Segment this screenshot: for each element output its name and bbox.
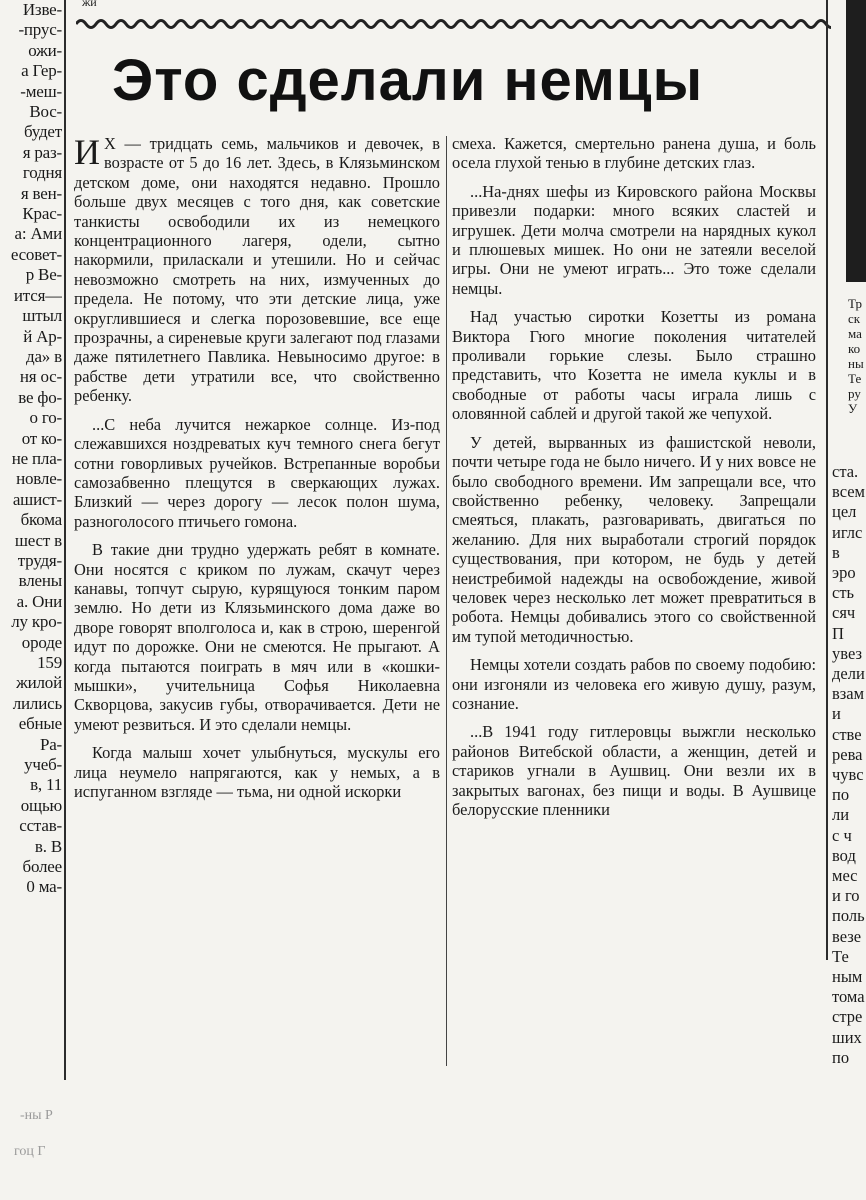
right-fragment-line: П [832, 623, 844, 643]
photo-caption-fragment [848, 296, 866, 436]
column-rule-middle [446, 136, 447, 1066]
caption-fragment-line: ск [848, 311, 861, 326]
paragraph-text: В такие дни трудно удержать ребят в комнате. Они носятся с криком по лужам, скачут через канавы, топчут сырую, курящуюся тонким паром землю. Но дети из Клязьминского дома даже во дворе говорят вполголоса и, как в строю, шеренгой идут по дорожке. Они не смеются. Не прыгают. А когда пытаются поиграть в мяч или в «кошки-мышки», учительница Софья Николаевна Скворцова, закусив губы, отворачивается. Дети не умеют резвиться. И это сделали немцы. [74, 540, 440, 734]
right-fragment-line: ста. [832, 462, 859, 481]
right-fragment-line: стре [832, 1007, 863, 1027]
left-fragment-line: штыл [22, 306, 62, 326]
drop-cap: И [74, 134, 100, 172]
headline: Это сделали немцы [112, 48, 704, 113]
left-fragment-line: р Ве- [25, 265, 62, 285]
right-fragment-line: взам [832, 684, 865, 704]
left-fragment-line: я раз- [22, 142, 62, 162]
left-fragment-line: не пла- [11, 448, 62, 468]
article-column-2 [452, 134, 816, 1074]
right-fragment-line: всем [832, 482, 865, 502]
right-fragment-line: и [832, 704, 841, 724]
left-fragment-line: а: Ами [14, 224, 62, 244]
left-fragment-line: в, 11 [30, 775, 62, 795]
left-fragment-line: влены [18, 571, 62, 591]
left-fragment-line: годня [22, 163, 62, 183]
left-fragment-line: сстав- [19, 816, 62, 836]
left-fragment-line: Крас- [22, 204, 62, 224]
right-fragment-line: с ч [832, 825, 852, 845]
article-paragraph [452, 655, 816, 713]
right-fragment-line: рева [832, 744, 863, 764]
left-fragment-line: ощью [20, 795, 62, 815]
left-fragment-line: лу кро- [11, 612, 62, 632]
article-paragraph [452, 722, 816, 819]
left-fragment-line: бкома [20, 510, 62, 530]
left-column-fragment [0, 0, 62, 1030]
caption-fragment-line: ма [848, 326, 862, 341]
right-fragment-line: дели [832, 664, 865, 684]
left-fragment-line: 159 [37, 653, 62, 672]
bottom-faint-text: гоц Г [14, 1144, 46, 1159]
right-fragment-line: сяч [832, 603, 856, 623]
right-fragment-line: ли [832, 805, 850, 825]
caption-fragment-line: ру [848, 386, 861, 401]
left-fragment-line: ороде [21, 632, 62, 652]
left-fragment-line: й Ар- [23, 326, 62, 346]
right-fragment-line: иглс [832, 522, 863, 542]
paragraph-text: ...С неба лучится нежаркое солнце. Из-под слежавшихся ноздреватых куч темного снега бегут сотни говорливых ручейков. Встрепанные воробьи самозабвенно плещутся в сверкающих лужах. Близкий — через дорогу — лесок полон шума, разноголосого птичьего гомона. [74, 414, 440, 531]
article-paragraph [74, 415, 440, 531]
left-fragment-line: от ко- [21, 428, 62, 448]
left-fragment-line: новле- [16, 469, 62, 489]
article-paragraph [74, 743, 440, 801]
bottom-faint-text: -ны Р [20, 1108, 53, 1123]
right-column-fragment [832, 462, 866, 1092]
right-fragment-line: везе [832, 926, 862, 946]
paragraph-text: Когда малыш хочет улыбнуться, мускулы его лица неумело напрягаются, как у немых, а в испуганном взгляде — тьма, ни одной искорки [74, 743, 440, 801]
left-fragment-line: -меш- [20, 81, 62, 101]
left-fragment-line: 0 ма- [26, 877, 62, 897]
left-fragment-line: ве фо- [18, 387, 62, 407]
left-fragment-line: ожи- [28, 40, 62, 60]
right-fragment-line: по [832, 1047, 850, 1067]
caption-fragment-line: У [848, 401, 858, 416]
caption-fragment-line: ко [848, 341, 861, 356]
left-fragment-line: да» в [26, 346, 62, 366]
right-fragment-line: сть [832, 583, 855, 603]
article-column-1 [74, 134, 440, 1074]
left-fragment-line: Вос- [29, 102, 62, 122]
article-paragraph [452, 307, 816, 423]
right-fragment-line: по [832, 785, 850, 805]
article-paragraph [452, 182, 816, 298]
left-fragment-line: ня ос- [19, 367, 62, 387]
left-fragment-line: -прус- [18, 20, 62, 40]
left-fragment-line: Изве- [22, 0, 62, 19]
caption-fragment-line: Те [848, 371, 862, 386]
left-fragment-line: о го- [29, 408, 62, 428]
left-fragment-line: лились [12, 693, 62, 713]
left-fragment-line: будет [23, 122, 62, 142]
paragraph-text: Над участью сиротки Козетты из романа Виктора Гюго многие поколения читателей проливали горькие слезы. Было страшно представить, что Козетта не имела куклы и в свободные от работы часы играла лишь с оловянной саблей и другой такой же чепухой. [452, 307, 816, 424]
photo-fragment [846, 0, 866, 282]
left-fragment-line: в. В [34, 836, 62, 856]
left-fragment-line: жилой [16, 673, 62, 693]
paragraph-text: ...На-днях шефы из Кировского района Москвы привезли подарки: много всяких сластей и игрушек. Дети молча смотрели на нарядных кукол и плюшевых мишек. Но они не затеяли веселой игры. Они не умеют играть... Это тоже сделали немцы. [452, 181, 816, 298]
right-fragment-line: чувс [832, 765, 864, 785]
article-paragraph [452, 134, 816, 173]
right-fragment-line: эро [832, 563, 856, 583]
right-fragment-line: и го [832, 886, 860, 906]
left-fragment-line: учеб- [24, 755, 62, 775]
left-fragment-line: более [22, 857, 62, 877]
article-paragraph [74, 134, 440, 406]
right-fragment-line: ным [832, 967, 863, 987]
right-fragment-line: в [832, 542, 840, 562]
right-fragment-line: вод [832, 845, 856, 865]
article-paragraph [452, 433, 816, 646]
right-fragment-line: цел [832, 502, 857, 522]
right-fragment-line: тома [832, 987, 865, 1007]
right-fragment-line: Те [832, 946, 849, 966]
left-fragment-line: шест в [14, 530, 62, 550]
paragraph-text: ...В 1941 году гитлеровцы выжгли несколько районов Витебской области, а женщин, детей и стариков угнали в Аушвиц. Они везли их в закрытых вагонах, без пищи и воды. В Аушвице белорусские пленники [452, 722, 816, 819]
left-fragment-line: ится— [13, 285, 62, 305]
left-fragment-line: Ра- [39, 734, 62, 754]
left-fragment-line: я вен- [20, 183, 62, 203]
left-fragment-line: трудя- [17, 550, 62, 570]
top-fragment: жи [82, 0, 97, 9]
caption-fragment-line: ны [848, 356, 864, 371]
right-fragment-line: ших [832, 1027, 862, 1047]
column-rule-right [826, 0, 828, 960]
left-fragment-line: ашист- [12, 489, 62, 509]
right-fragment-line: увез [832, 643, 862, 663]
right-fragment-line: поль [832, 906, 865, 926]
paragraph-text: Х — тридцать семь, мальчиков и девочек, в возрасте от 5 до 16 лет. Здесь, в Клязьминском детском доме, они находятся недавно. Прошло больше двух месяцев с того дня, как советские танкисты освободили их из немецкого концентрационного лагеря, одели, сытно накормили, приласкали и утешили. Но и сейчас невозможно смотреть на них, измученных до предела. Не потому, что эти детские лица, уже округлившиеся и слегка порозовевшие, все еще прозрачны, а сиреневые круги залегают под глазами даже пятилетнего Павлика. Невыносимо другое: в рабстве дети утратили все, что свойственно ребенку. [74, 134, 440, 406]
left-fragment-line: а. Они [16, 591, 62, 611]
column-rule-left [64, 0, 66, 1080]
left-fragment-line: а Гер- [21, 61, 62, 81]
wavy-border-rule [76, 14, 831, 34]
paragraph-text: Немцы хотели создать рабов по своему подобию: они изгоняли из человека его живую душу, разум, сознание. [452, 655, 816, 713]
right-fragment-line: мес [832, 866, 858, 886]
caption-fragment-line: Тр [848, 296, 862, 311]
left-fragment-line: есовет- [10, 244, 62, 264]
left-fragment-line: ебные [18, 714, 62, 734]
paragraph-text: У детей, вырванных из фашистской неволи, почти четыре года не было ничего. И у них вовсе не было свободного времени. Им запрещали все, что свойственно ребенку, человеку. Запрещали смеяться, плакать, разговаривать, двигаться по желанию. Для них выработали строгий порядок существования, при котором, не будь у детей неистребимой надежды на освобождение, живой человек через несколько лет может превратиться в робота. Немцы добивались этого со свойственной им тупой методичностью. [452, 432, 816, 646]
paragraph-text: смеха. Кажется, смертельно ранена душа, и боль осела глухой тенью в глубине детских глаз. [452, 134, 816, 173]
article-paragraph [74, 540, 440, 734]
right-fragment-line: стве [832, 724, 862, 744]
